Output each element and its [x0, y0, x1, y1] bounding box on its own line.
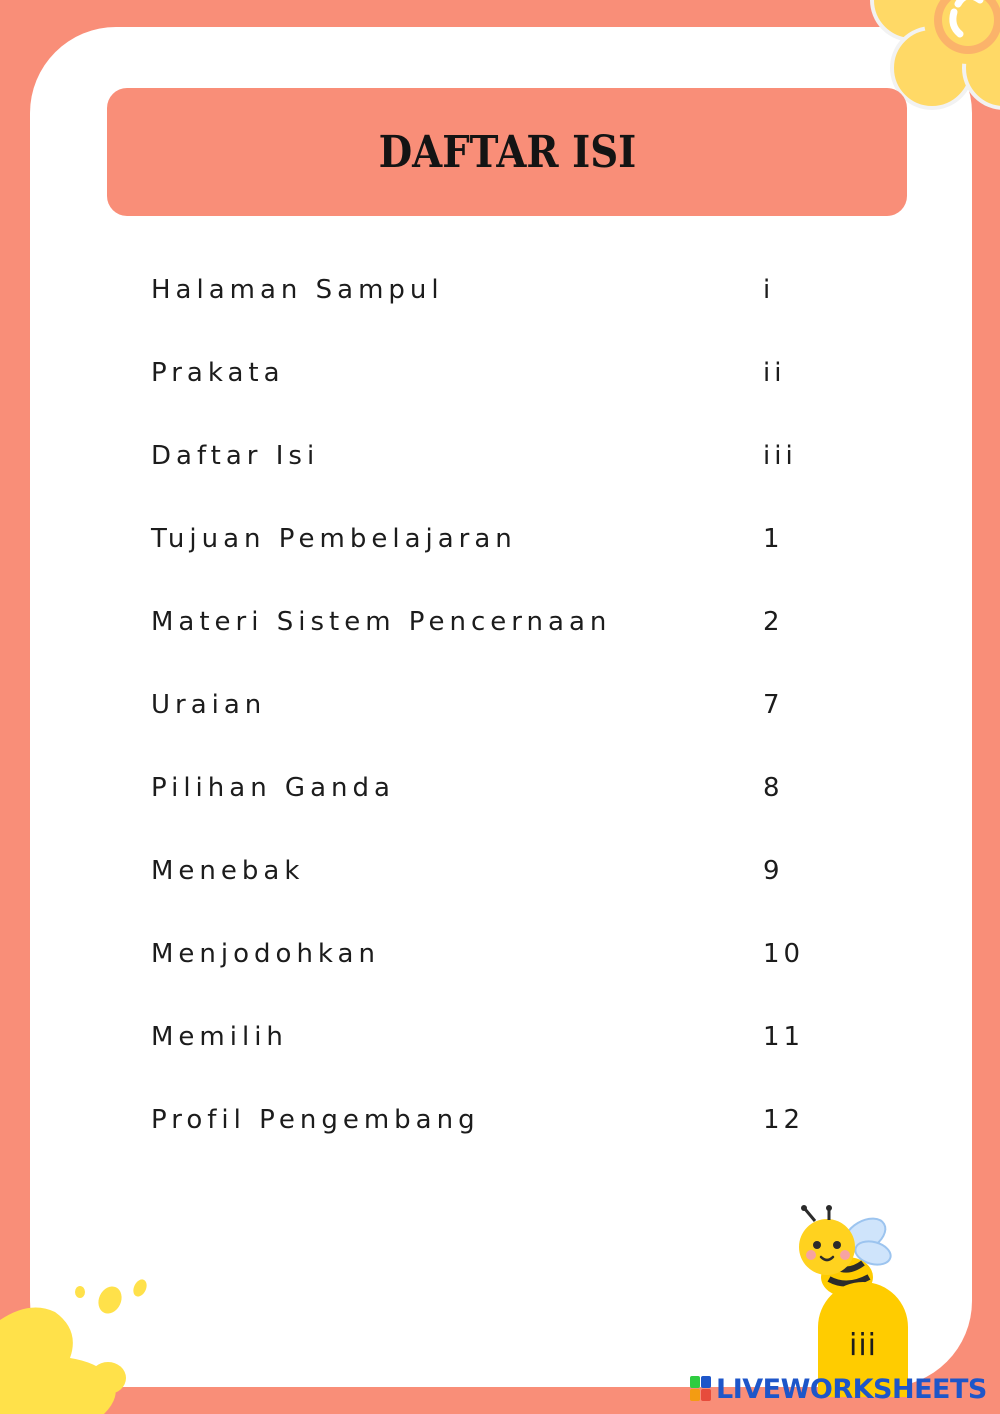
toc-entry-page: 8: [763, 773, 784, 803]
title-banner: [107, 88, 907, 216]
toc-entry-label: Prakata: [151, 358, 285, 388]
toc-entry-label: Menjodohkan: [151, 939, 380, 969]
page-title: DAFTAR ISI: [378, 126, 636, 178]
toc-entry-page: 7: [763, 690, 784, 720]
toc-row: [151, 514, 871, 597]
toc-entry-label: Daftar Isi: [151, 441, 320, 471]
toc-entry-label: Tujuan Pembelajaran: [151, 524, 517, 554]
toc-entry-label: Menebak: [151, 856, 305, 886]
toc-row: [151, 1012, 871, 1095]
toc-row: [151, 348, 871, 431]
toc-entry-label: Uraian: [151, 690, 267, 720]
liveworksheets-logo-icon: [690, 1376, 712, 1402]
toc-entry-label: Materi Sistem Pencernaan: [151, 607, 612, 637]
toc-row: [151, 846, 871, 929]
toc-entry-label: Pilihan Ganda: [151, 773, 395, 803]
page-number: iii: [848, 1328, 877, 1363]
toc-row: [151, 431, 871, 514]
toc-row: [151, 1095, 871, 1178]
toc-entry-page: ii: [763, 358, 786, 388]
toc-entry-label: Profil Pengembang: [151, 1105, 480, 1135]
toc-row: [151, 680, 871, 763]
toc-row: [151, 265, 871, 348]
paint-splash-icon: [0, 1270, 170, 1414]
toc-row: [151, 763, 871, 846]
toc-entry-page: 1: [763, 524, 784, 554]
watermark-text: LIVEWORKSHEETS: [716, 1373, 987, 1405]
toc-entry-label: Memilih: [151, 1022, 288, 1052]
toc-entry-page: 2: [763, 607, 784, 637]
toc-entry-page: 9: [763, 856, 784, 886]
toc-row: [151, 597, 871, 680]
toc-entry-page: 12: [763, 1105, 805, 1135]
toc-row: [151, 929, 871, 1012]
toc-entry-page: i: [763, 275, 775, 305]
toc-entry-page: 10: [763, 939, 805, 969]
toc-entry-label: Halaman Sampul: [151, 275, 444, 305]
toc-entry-page: 11: [763, 1022, 805, 1052]
toc-entry-page: iii: [763, 441, 797, 471]
liveworksheets-watermark: [690, 1372, 987, 1406]
table-of-contents: [151, 265, 871, 1178]
